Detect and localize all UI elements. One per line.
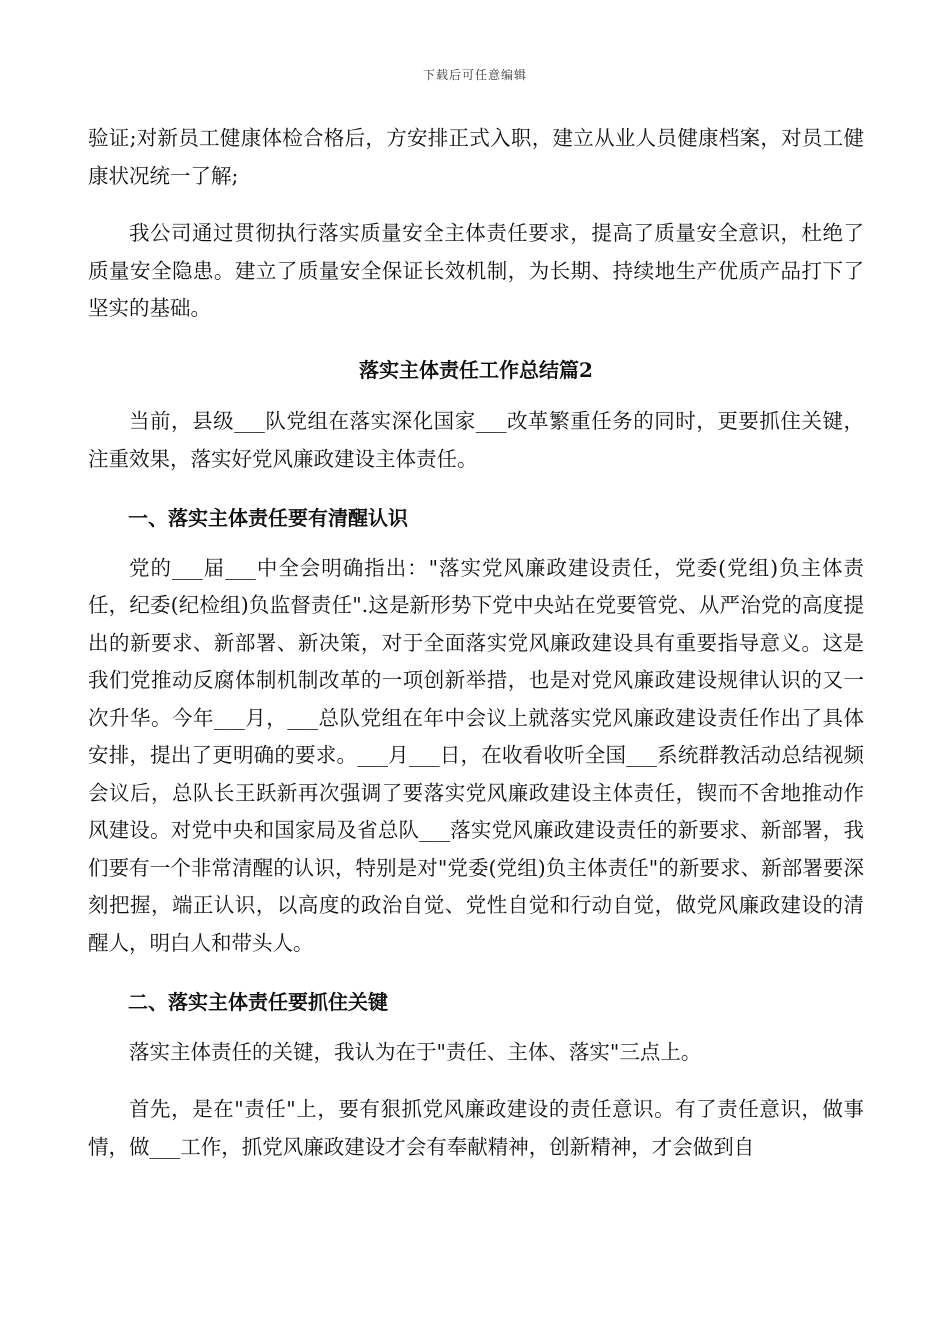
document-body (88, 120, 864, 1166)
heading-2: 二、落实主体责任要抓住关键 (128, 990, 388, 1014)
page-header: 下载后可任意编辑 (422, 68, 527, 82)
paragraph-5: 落实主体责任的关键，我认为在于"责任、主体、落实"三点上。 (129, 1039, 702, 1064)
paragraph-1: 验证;对新员工健康体检合格后，方安排正式入职，建立从业人员健康档案，对员工健康状况统一了解; (88, 126, 864, 188)
heading-1: 一、落实主体责任要有清醒认识 (128, 506, 408, 530)
section-title: 落实主体责任工作总结篇2 (359, 357, 593, 382)
paragraph-3: 当前，县级___队党组在落实深化国家___改革繁重任务的同时，更要抓住关键，注重效果，落实好党风廉政建设主体责任。 (88, 409, 864, 471)
paragraph-2: 我公司通过贯彻执行落实质量安全主体责任要求，提高了质量安全意识，杜绝了质量安全隐患。建立了质量安全保证长效机制，为长期、持续地生产优质产品打下了坚实的基础。 (88, 221, 864, 320)
paragraph-6: 首先，是在"责任"上，要有狠抓党风廉政建设的责任意识。有了责任意识，做事情，做___工作，抓党风廉政建设才会有奉献精神，创新精神，才会做到自 (88, 1097, 864, 1159)
paragraph-4: 党的___届___中全会明确指出："落实党风廉政建设责任，党委(党组)负主体责任，纪委(纪检组)负监督责任".这是新形势下党中央站在党要管党、从严治党的高度提出的新要求、新部署、新决策，对于全面落实党风廉政建设具有重要指导意义。这是我们党推动反腐体制机制改革的一项创新举措，也是对党风廉政建设规律认识的又一次升华。今年___月，___总队党组在年中会议上就落实党风廉政建设责任作出了具体安排，提出了更明确的要求。___月___日，在收看收听全国___系统群教活动总结视频会议后，总队长王跃新再次强调了要落实党风廉政建设主体责任，锲而不舍地推动作风建设。对党中央和国家局及省总队___落实党风廉政建设责任的新要求、新部署，我们要有一个非常清醒的认识，特别是对"党委(党组)负主体责任"的新要求、新部署要深刻把握，端正认识，以高度的政治自觉、党性自觉和行动自觉，做党风廉政建设的清醒人，明白人和带头人。 (88, 555, 864, 955)
